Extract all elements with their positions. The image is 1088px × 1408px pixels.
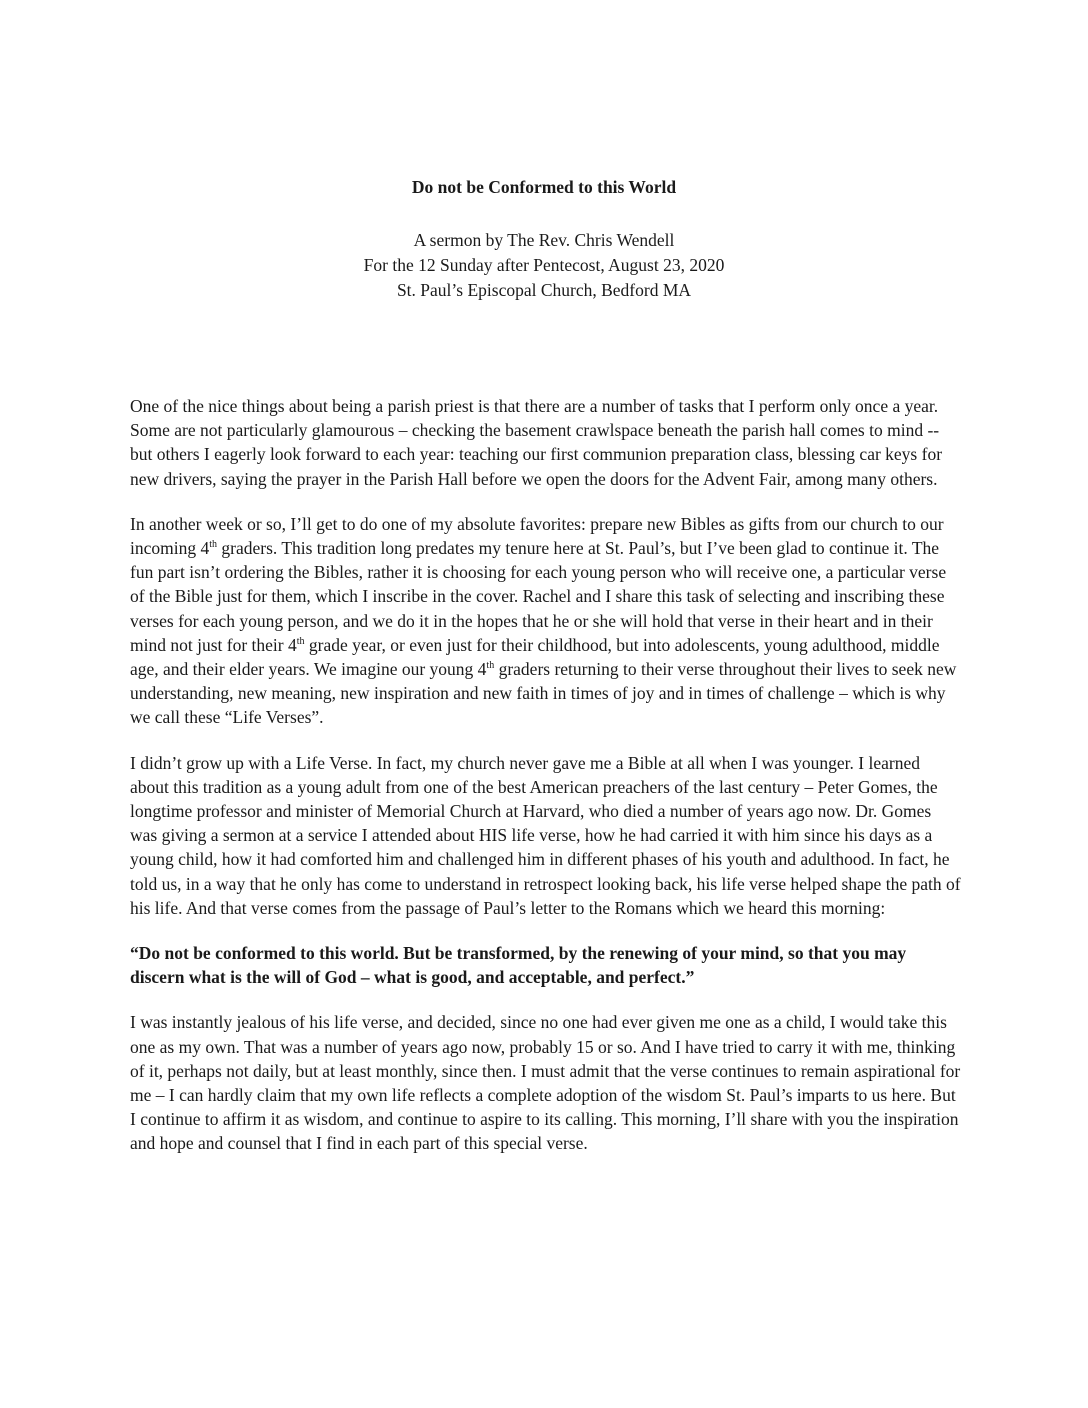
- paragraph-bibles-part-a: In another week or so, I’ll get to do one of my absolute favorites: prepare new Bibles as gifts from our church to our incoming 4: [130, 513, 944, 559]
- bible-verse-quote: “Do not be conformed to this world. But be transformed, by the renewing of your mind, so that you may discern what is the will of God – what is good, and acceptable, and perfect.”: [130, 943, 907, 988]
- paragraph-bibles-part-c: grade year, or even just for their childhood, but into adolescents, young adulthood, middle age, and their elder years. We imagine our young 4: [130, 634, 940, 680]
- sermon-subtitle: [0, 228, 1088, 303]
- ordinal-suffix: th: [486, 660, 495, 672]
- ordinal-suffix: th: [209, 539, 218, 551]
- author-line: A sermon by The Rev. Chris Wendell: [413, 230, 675, 250]
- paragraph-aspiration: I was instantly jealous of his life verse, and decided, since no one had ever given me one as a child, I would take this one as my own. That was a number of years ago now, probably 15 or so. And I have tried to carry it with me, thinking of it, perhaps not daily, but at least monthly, since then. I must admit that the verse continues to remain aspirational for me – I can hardly claim that my own life reflects a complete adoption of the wisdom St. Paul’s imparts to us here. But I continue to affirm it as wisdom, and continue to aspire to its calling. This morning, I’ll share with you the inspiration and hope and counsel that I find in each part of this special verse.: [130, 1012, 961, 1154]
- paragraph-bibles-part-b: graders. This tradition long predates my tenure here at St. Paul’s, but I’ve been glad to continue it. The fun part isn’t ordering the Bibles, rather it is choosing for each young person who will receive one, a particular verse of the Bible just for them, which I inscribe in the cover. Rachel and I share this task of selecting and inscribing these verses for each young person, and we do it in the hopes that he or she will hold that verse in their heart and in their mind not just for their 4: [130, 538, 947, 655]
- paragraph-life-verse: I didn’t grow up with a Life Verse. In fact, my church never gave me a Bible at all when I was younger. I learned about this tradition as a young adult from one of the best American preachers of the last century – Peter Gomes, the longtime professor and minister of Memorial Church at Harvard, who died a number of years ago now. Dr. Gomes was giving a sermon at a service I attended about HIS life verse, how he had carried it with him since his days as a young child, how it had comforted him and challenged him in different phases of his youth and adulthood. In fact, he told us, in a way that he only has come to understand in retrospect looking back, his life verse helped shape the path of his life. And that verse comes from the passage of Paul’s letter to the Romans which we heard this morning:: [130, 752, 961, 918]
- paragraph-intro: One of the nice things about being a parish priest is that there are a number of tasks that I perform only once a year. Some are not particularly glamourous – checking the basement crawlspace beneath the parish hall comes to mind -- but others I eagerly look forward to each year: teaching our first communion preparation class, blessing car keys for new drivers, saying the prayer in the Parish Hall before we open the doors for the Advent Fair, among many others.: [130, 396, 943, 489]
- church-line: St. Paul’s Episcopal Church, Bedford MA: [396, 280, 692, 300]
- ordinal-suffix: th: [296, 636, 305, 647]
- sermon-body: [130, 394, 962, 1177]
- paragraph-bibles-part-d: graders returning to their verse throughout their lives to seek new understanding, new meaning, new inspiration and new faith in times of joy and in times of challenge – which is why we call these “Life Verses”.: [130, 659, 957, 728]
- sermon-title: Do not be Conformed to this World: [411, 177, 677, 197]
- paragraph-bibles: [130, 512, 962, 730]
- occasion-line: For the 12 Sunday after Pentecost, August 23, 2020: [363, 255, 725, 275]
